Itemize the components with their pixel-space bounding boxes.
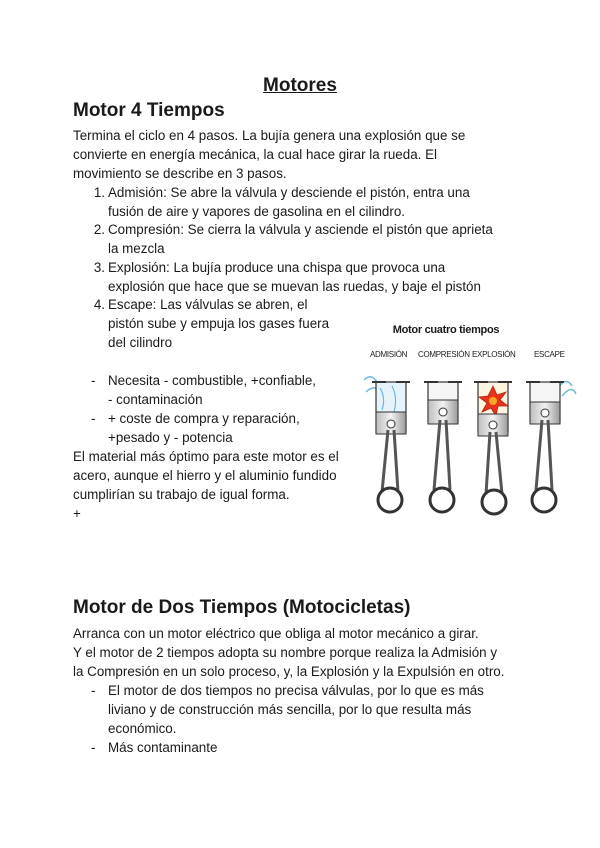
bullet-2-line-1: + coste de compra y reparación, (108, 411, 300, 426)
figure-label-compresion: COMPRESIÓN (418, 350, 470, 359)
cylinder-explosion (474, 382, 512, 514)
heading-motor-4-tiempos: Motor 4 Tiempos (73, 100, 225, 121)
section2-bullet-2-dash: - (91, 740, 96, 755)
step-1-number: 1. (93, 185, 105, 200)
step-3-line-1: Explosión: La bujía produce una chispa que provoca una (108, 260, 446, 275)
step-2-number: 2. (93, 222, 105, 237)
intro-line-1: Termina el ciclo en 4 pasos. La bujía genera una explosión que se (73, 128, 466, 143)
step-4-line-1: Escape: Las válvulas se abren, el (108, 297, 308, 312)
figure-label-explosion: EXPLOSIÓN (472, 350, 516, 359)
section2-bullet-1-dash: - (91, 683, 96, 698)
section2-bullet-1-line-1: El motor de dos tiempos no precisa válvulas, por lo que es más (108, 683, 484, 698)
intro-line-3: movimiento se describe en 3 pasos. (73, 166, 287, 181)
section2-bullet-1-line-3: económico. (108, 721, 177, 736)
section2-bullet-1-line-2: liviano y de construcción más sencilla, por lo que resulta más (108, 702, 472, 717)
figure-title: Motor cuatro tiempos (392, 324, 500, 336)
section2-line-2: Y el motor de 2 tiempos adopta su nombre porque realiza la Admisión y (73, 645, 498, 660)
bullet-1-line-2: - contaminación (108, 392, 203, 407)
heading-motor-dos-tiempos: Motor de Dos Tiempos (Motocicletas) (73, 597, 411, 618)
intro-line-2: convierte en energía mecánica, la cual hace girar la rueda. El (73, 147, 437, 162)
step-3-number: 3. (93, 260, 105, 275)
step-2-line-2: la mezcla (108, 241, 165, 256)
material-line-1: El material más óptimo para este motor es el (73, 449, 339, 464)
material-line-2: acero, aunque el hierro y el aluminio fundido (73, 468, 337, 483)
cylinder-admision (364, 377, 410, 512)
engine-cylinders-drawing (362, 362, 592, 532)
bullet-1-dash: - (91, 373, 96, 388)
plus-sign: + (73, 506, 81, 521)
bullet-2-line-2: +pesado y - potencia (108, 430, 233, 445)
section2-bullet-2-line-1: Más contaminante (108, 740, 218, 755)
step-4-number: 4. (93, 297, 105, 312)
step-1-line-2: fusión de aire y vapores de gasolina en el cilindro. (108, 204, 406, 219)
section2-line-1: Arranca con un motor eléctrico que obliga al motor mecánico a girar. (73, 626, 479, 641)
bullet-1-line-1: Necesita - combustible, +confiable, (108, 373, 317, 388)
step-2-line-1: Compresión: Se cierra la válvula y asciende el pistón que aprieta (108, 222, 493, 237)
figure-label-escape: ESCAPE (534, 350, 565, 359)
step-4-line-2: pistón sube y empuja los gases fuera (108, 316, 330, 331)
step-1-line-1: Admisión: Se abre la válvula y desciende el pistón, entra una (108, 185, 470, 200)
figure-label-admision: ADMISIÓN (370, 350, 408, 359)
section2-line-3: la Compresión en un solo proceso, y, la Explosión y la Expulsión en otro. (73, 664, 505, 679)
bullet-2-dash: - (91, 411, 96, 426)
cylinder-escape (526, 381, 576, 512)
cylinder-compresion (424, 382, 462, 512)
document-title: Motores (263, 75, 337, 96)
material-line-3: cumplirían su trabajo de igual forma. (73, 487, 290, 502)
step-4-line-3: del cilindro (108, 335, 173, 350)
four-stroke-figure (362, 320, 565, 530)
step-3-line-2: explosión que hace que se muevan las ruedas, y baje el pistón (108, 279, 481, 294)
